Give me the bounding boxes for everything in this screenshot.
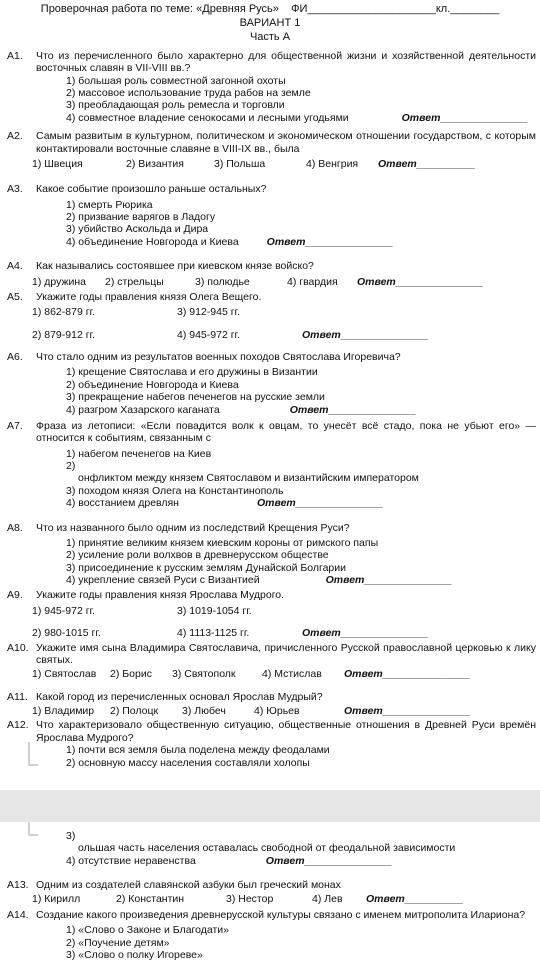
question-text: Что характеризовало общественную ситуацию, общественные отношения в Древней Руси времён Ярослава Мудрого? (36, 719, 536, 744)
option: 4) восстанием древлян (66, 497, 179, 510)
question-a8 (0, 522, 540, 587)
option: 2) 980-1015 гг. (32, 627, 101, 640)
option: 4) разгром Хазарского каганата (66, 403, 220, 416)
option: 2) массовое использование труда рабов на земле (66, 87, 311, 100)
option: ольшая часть населения оставалась свободной от феодальной зависимости (78, 842, 456, 855)
question-number: А10. (7, 641, 29, 654)
option: 1) «Слово о Законе и Благодати» (66, 924, 230, 937)
options-row (0, 276, 540, 288)
option: 4) укрепление связей Руси с Византией (66, 574, 260, 587)
option: 2) стрельцы (105, 275, 164, 288)
option: 3) полюдье (195, 275, 250, 288)
question-text: Самым развитым в культурном, политическом и экономическом отношении государством, с которым контактировали восточные славяне в VIII-IX вв., была (36, 130, 536, 155)
option: 1) почти вся земля была поделена между феодалами (66, 744, 330, 757)
question-text: Укажите годы правления князя Олега Вещего. (36, 290, 262, 303)
question-number: А4. (7, 260, 23, 273)
option: 4) Мстислав (262, 668, 322, 681)
option: 1) большая роль совместной загонной охоты (66, 74, 286, 87)
question-number: А7. (7, 419, 23, 432)
option: 3) прекращение набегов печенегов на русские земли (66, 391, 325, 404)
variant-heading: ВАРИАНТ 1 (239, 16, 301, 29)
page-corner-mark (28, 742, 38, 766)
question-a4 (0, 260, 540, 272)
question-number: А8. (7, 521, 23, 534)
answer-field[interactable]: Ответ_______________ (265, 854, 393, 867)
options-grid (0, 306, 540, 341)
question-text: Что из перечисленного было характерно для общественной жизни и хозяйственной деятельности восточных славян в VII-VIII вв.? (36, 49, 536, 75)
option: 2) «Поучение детям» (66, 936, 170, 949)
option: 3) присоединение к русским землям Дунайской Болгарии (66, 561, 346, 574)
option: 4) Лев (312, 892, 343, 905)
question-text: Одним из создателей славянской азбуки был греческий монах (36, 879, 341, 892)
question-number: А12. (7, 719, 29, 732)
answer-field[interactable]: Ответ_______________ (256, 497, 384, 510)
option: онфликтом между князем Святославом и византийским императором (78, 472, 419, 485)
option: 3) походом князя Олега на Константинополь (66, 484, 284, 497)
question-a6 (0, 351, 540, 416)
question-a2 (0, 130, 540, 155)
option: 2) объединение Новгорода и Киева (66, 378, 239, 391)
option: 2) усиление роли волхвов в древнерусском обществе (66, 549, 329, 562)
option: 1) дружина (32, 275, 86, 288)
option: 3) «Слово о полку Игореве» (66, 949, 203, 960)
answer-field[interactable]: Ответ_______________ (266, 235, 394, 248)
question-text: Что стало одним из результатов военных походов Святослава Игоревича? (36, 351, 401, 364)
question-a7 (0, 420, 540, 510)
question-text: Что из названного было одним из последствий Крещения Руси? (36, 521, 350, 534)
question-text: Укажите имя сына Владимира Святославича, причисленного Русской православной церковью к лику святых. (36, 641, 536, 666)
option: 3) убийство Аскольда и Дира (66, 223, 209, 236)
option: 2) 879-912 гг. (32, 328, 95, 341)
question-a1 (0, 50, 540, 124)
option: 3) Польша (214, 157, 266, 170)
option: 2) Константин (116, 892, 185, 905)
question-text: Как назывались состоявшее при киевском князе войско? (36, 260, 314, 273)
question-a14 (0, 909, 540, 960)
option: 3) 912-945 гг. (177, 306, 240, 319)
question-number: А14. (7, 908, 29, 921)
question-a10 (0, 642, 540, 667)
option: 4) 945-972 гг. (177, 328, 240, 341)
question-number: А5. (7, 290, 23, 303)
option: 4) гвардия (287, 275, 338, 288)
option: 4) отсутствие неравенства (66, 854, 196, 867)
option: 3) преобладающая роль ремесла и торговли (66, 99, 285, 112)
answer-field[interactable]: Ответ_______________ (289, 403, 417, 416)
options-row (0, 705, 540, 717)
option: 1) смерть Рюрика (66, 198, 153, 211)
option: 1) Кирилл (32, 892, 81, 905)
question-a11 (0, 691, 540, 703)
answer-field[interactable]: Ответ_______________ (401, 111, 528, 124)
question-number: А9. (7, 589, 23, 602)
worksheet-title: Проверочная работа по теме: «Древняя Русь» ФИ_____________________кл.________ (40, 3, 500, 15)
option: 1) набегом печенегов на Киев (66, 447, 212, 460)
option: 2) Полоцк (110, 705, 159, 718)
option: 3) (66, 830, 76, 842)
answer-field[interactable]: Ответ_______________ (344, 668, 471, 681)
page-separator (0, 790, 540, 822)
question-number: А3. (7, 183, 23, 196)
option: 3) Нестор (226, 892, 274, 905)
answer-field[interactable]: Ответ__________ (378, 157, 476, 170)
options-row (0, 158, 540, 170)
question-text: Укажите годы правления князя Ярослава Мудрого. (36, 589, 285, 602)
question-a12 (0, 719, 540, 769)
option: 3) 1019-1054 гг. (177, 604, 252, 617)
page-corner-mark (28, 822, 38, 836)
option: 3) Святополк (172, 668, 236, 681)
option: 2) призвание варягов в Ладогу (66, 211, 216, 224)
question-a9 (0, 589, 540, 601)
part-heading: Часть А (249, 30, 291, 43)
option: 1) крещение Святослава и его дружины в Византии (66, 366, 318, 379)
question-a3 (0, 183, 540, 248)
question-text: Фраза из летописи: «Если повадится волк к овцам, то унесёт всё стадо, пока не убьют его» — относится к событиям, связанным с (36, 419, 536, 445)
answer-field[interactable]: Ответ_______________ (344, 705, 471, 718)
worksheet-page-2 (0, 822, 540, 960)
question-text: Какое событие произошло раньше остальных? (36, 183, 267, 196)
option: 2) Византия (126, 157, 184, 170)
option: 4) Юрьев (254, 705, 300, 718)
question-text: Какой город из перечисленных основал Ярослав Мудрый? (36, 690, 323, 703)
option: 1) 945-972 гг. (32, 604, 95, 617)
option: 4) Венгрия (306, 157, 359, 170)
a12-continuation (0, 830, 540, 867)
answer-field[interactable]: Ответ_______________ (325, 574, 452, 587)
options-row (0, 893, 540, 905)
question-text: Создание какого произведения древнерусской культуры связано с именем митрополита Илариона? (36, 908, 526, 921)
option: 2) основную массу населения составляли холопы (66, 756, 310, 769)
option: 1) Святослав (32, 668, 97, 681)
options-grid (0, 605, 540, 640)
option: 3) Любеч (182, 705, 226, 718)
option: 1) Швеция (32, 157, 83, 170)
option: 1) Владимир (32, 705, 95, 718)
option: 4) объединение Новгорода и Киева (66, 235, 239, 248)
option: 4) 1113-1125 гг. (177, 627, 250, 640)
question-a13 (0, 879, 540, 891)
question-number: А1. (7, 49, 23, 62)
answer-field[interactable]: Ответ_______________ (302, 328, 429, 341)
question-a5 (0, 291, 540, 303)
answer-field[interactable]: Ответ_______________ (302, 627, 429, 640)
option: 1) 862-879 гг. (32, 306, 95, 319)
answer-field[interactable]: Ответ__________ (366, 892, 464, 905)
options-row (0, 668, 540, 680)
option: 2) (66, 460, 76, 473)
option: 4) совместное владение сенокосами и лесными угодьями (66, 111, 349, 124)
question-number: А6. (7, 351, 23, 364)
option: 1) принятие великим князем киевским короны от римского папы (66, 536, 379, 549)
question-number: А11. (7, 690, 28, 703)
answer-field[interactable]: Ответ_______________ (357, 275, 484, 288)
option: 2) Борис (110, 668, 152, 681)
question-number: А2. (7, 130, 23, 143)
question-number: А13. (7, 879, 29, 892)
